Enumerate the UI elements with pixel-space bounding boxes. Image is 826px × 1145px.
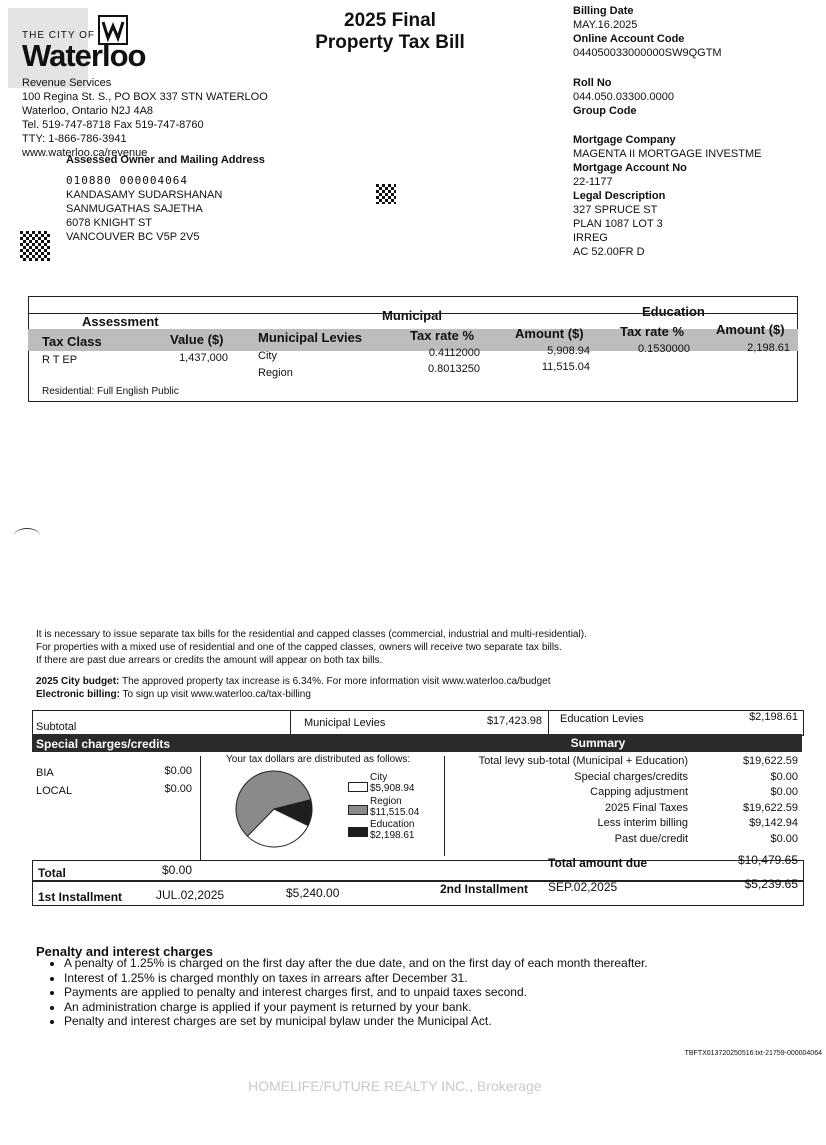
list-item: • An administration charge is applied if your payment is returned by your bank. — [64, 1000, 794, 1015]
brokerage-watermark: HOMELIFE/FUTURE REALTY INC., Brokerage — [248, 1078, 542, 1094]
owner-heading: Assessed Owner and Mailing Address — [66, 154, 265, 166]
first-installment-label: 1st Installment — [38, 890, 123, 904]
special-amount-bia: $0.00 — [164, 765, 192, 777]
levy-row-region: Region — [258, 367, 293, 379]
account-info: Billing Date MAY.16.2025 Online Account Code 044050033000000SW9QGTM Roll No 044.050.03300.0000 Group Code Mortgage Company MAGENTA II MORTGAGE INVESTME Mortgage Account No 22-1177 Legal Description 327 SPRUCE ST PLAN 1087 LOT 3 IRREG AC 52.00FR D — [573, 5, 762, 258]
bill-title: 2025 Final Property Tax Bill — [315, 10, 465, 53]
summary-heading: Summary — [570, 736, 626, 750]
col-tax-rate: Tax rate % — [410, 328, 475, 343]
summary-list: Total levy sub-total (Municipal + Education) $19,622.59 Special charges/credits $0.00 Capping adjustment $0.00 2025 Final Taxes $19,622.59 Less interim billing $9,142.94 Past due/credit $0.00 — [478, 755, 798, 845]
notes: It is necessary to issue separate tax bills for the residential and capped classes (commercial, industrial and multi-residential). For properties with a mixed use of residential and one of the capped classes, owners will receive two separate tax bills. If there are past due arrears or credits the amount will appear on both tax bills. 2025 City budget: The approved property tax increase is 6.34%. For more information visit www.waterloo.ca/budget Electronic billing: To sign up visit www.waterloo.ca/tax-billing — [36, 629, 587, 700]
totals-block — [32, 706, 802, 906]
first-installment-amount: $5,240.00 — [286, 886, 340, 900]
col-amount: Amount ($) — [515, 326, 584, 341]
sender-line: Waterloo, Ontario N2J 4A8 — [22, 105, 154, 117]
list-item: • A penalty of 1.25% is charged on the first day after the due date, and on the first day of each month thereafter. — [64, 956, 794, 971]
sender-line: TTY: 1-866-786-3941 — [22, 133, 127, 145]
levy-table — [28, 296, 798, 402]
subtotal-label: Subtotal — [36, 721, 77, 733]
qr-code-icon — [20, 231, 50, 261]
list-item: • Payments are applied to penalty and interest charges first, and to unpaid taxes second. — [64, 985, 794, 1000]
second-installment-date: SEP.02,2025 — [548, 880, 618, 894]
tax-distribution-pie-chart — [234, 769, 314, 849]
edu-amount: 2,198.61 — [747, 342, 790, 354]
col-edu-tax-rate: Tax rate % — [620, 324, 685, 339]
legend-swatch-education — [348, 827, 368, 837]
qr-code-icon — [376, 184, 396, 204]
city-amount: 5,908.94 — [547, 345, 590, 357]
sender-line: www.waterloo.ca/revenue — [22, 147, 148, 159]
special-label-local: LOCAL — [36, 785, 73, 797]
second-installment-label: 2nd Installment — [440, 882, 529, 896]
residential-note: Residential: Full English Public — [42, 386, 179, 397]
list-item: • Interest of 1.25% is charged monthly on taxes in arrears after December 31. — [64, 971, 794, 986]
legend-entry-region: Region $11,515.04 — [370, 796, 420, 818]
total-value: $0.00 — [162, 863, 193, 877]
document-code: TBFTX013720250516.txt-21759-000004064 — [684, 1050, 822, 1057]
region-amount: 11,515.04 — [541, 361, 590, 373]
sender-line: Tel. 519-747-8718 Fax 519-747-8760 — [22, 119, 204, 131]
education-levies-total: $2,198.61 — [749, 711, 798, 723]
penalty-heading: Penalty and interest charges — [36, 944, 214, 959]
logo-city-text: THE CITY OF — [22, 30, 96, 41]
waterloo-logo: Waterloo — [22, 38, 146, 73]
col-value: Value ($) — [170, 332, 224, 347]
special-label-bia: BIA — [36, 767, 54, 779]
legend-swatch-city — [348, 782, 368, 792]
first-installment-date: JUL.02,2025 — [156, 888, 225, 902]
region-rate: 0.8013250 — [428, 363, 480, 375]
legend-swatch-region — [348, 805, 368, 815]
legend-entry-education: Education $2,198.61 — [370, 819, 415, 841]
city-rate: 0.4112000 — [428, 347, 480, 359]
owner-address: KANDASAMY SUDARSHANAN SANMUGATHAS SAJETHA 6078 KNIGHT ST VANCOUVER BC V5P 2V5 — [66, 189, 223, 243]
col-tax-class: Tax Class — [42, 334, 102, 349]
municipal-levies-label: Municipal Levies — [304, 717, 386, 729]
sender-line: Revenue Services — [22, 77, 112, 89]
assessment-heading: Assessment — [82, 314, 159, 329]
edu-rate: 0.1530000 — [638, 343, 690, 355]
scan-mark — [14, 528, 40, 543]
penalty-list — [34, 956, 794, 1029]
list-item: • Penalty and interest charges are set by municipal bylaw under the Municipal Act. — [64, 1014, 794, 1029]
sender-address — [22, 76, 268, 160]
levy-row-city: City — [258, 350, 277, 362]
distribution-heading: Your tax dollars are distributed as follows: — [226, 754, 411, 765]
legend-entry-city: City $5,908.94 — [370, 772, 415, 794]
total-label: Total — [38, 866, 66, 880]
municipal-heading: Municipal — [382, 308, 442, 323]
col-municipal-levies: Municipal Levies — [258, 330, 363, 345]
total-amount-due: $10,479.65 — [737, 853, 798, 867]
second-installment-amount: $5,239.65 — [744, 877, 798, 891]
special-charges-heading: Special charges/credits — [36, 737, 171, 751]
waterloo-logo-icon — [98, 15, 128, 45]
education-levies-label: Education Levies — [560, 713, 644, 725]
municipal-levies-total: $17,423.98 — [486, 715, 542, 727]
col-edu-amount: Amount ($) — [716, 322, 785, 337]
tax-class-value: R T EP — [42, 354, 78, 366]
assessment-value: 1,437,000 — [179, 352, 228, 364]
education-heading: Education — [642, 304, 705, 319]
sender-line: 100 Regina St. S., PO BOX 337 STN WATERLOO — [22, 91, 268, 103]
owner-id: 010880 000004064 — [66, 174, 188, 187]
total-amount-due-label: Total amount due — [548, 856, 648, 870]
special-amount-local: $0.00 — [164, 783, 192, 795]
